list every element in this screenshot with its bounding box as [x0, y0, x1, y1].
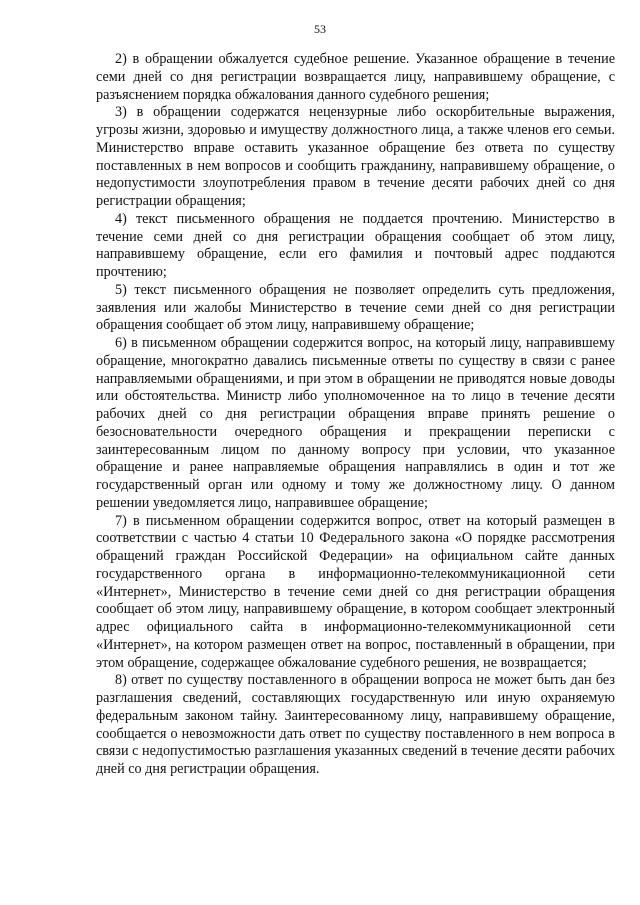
paragraph-item-2: 2) в обращении обжалуется судебное решение. Указанное обращение в течение семи дней со дня регистрации возвращается лицу, направившему обращение, с разъяснением порядка обжалования данного судебного решения; [96, 51, 615, 103]
paragraph-item-4: 4) текст письменного обращения не поддается прочтению. Министерство в течение семи дней со дня регистрации обращения сообщает об этом лицу, направившему обращение, если его фамилия и почтовый адрес поддаются прочтению; [96, 210, 615, 280]
page-number: 53 [314, 22, 326, 36]
document-body [96, 51, 615, 779]
paragraph-item-6: 6) в письменном обращении содержится вопрос, на который лицу, направившему обращение, многократно давались письменные ответы по существу в связи с ранее направляемыми обращениями, и при этом в обращении не приводятся новые доводы или обстоятельства. Министр либо уполномоченное на то лицо в течение десяти рабочих дней со дня регистрации обращения вправе принять решение о безосновательности очередного обращения и прекращении переписки с заинтересованным лицом по данному вопросу при условии, что указанное обращение и ранее направляемые обращения направлялись в один и тот же государственный орган или одному и тому же должностному лицу. О данном решении уведомляется лицо, направившее обращение; [96, 335, 615, 511]
paragraph-item-5: 5) текст письменного обращения не позволяет определить суть предложения, заявления или жалобы Министерство в течение семи дней со дня регистрации обращения сообщает об этом лицу, направившему обращение; [96, 281, 615, 334]
paragraph-item-8: 8) ответ по существу поставленного в обращении вопроса не может быть дан без разглашения сведений, составляющих государственную или иную охраняемую федеральным законом тайну. Заинтересованному лицу, направившему обращение, сообщается о невозможности дать ответ по существу поставленного в нем вопроса в связи с недопустимостью разглашения указанных сведений в течение десяти рабочих дней со дня регистрации обращения. [96, 672, 615, 777]
paragraph-item-3: 3) в обращении содержатся нецензурные либо оскорбительные выражения, угрозы жизни, здоровью и имуществу должностного лица, а также членов его семьи. Министерство вправе оставить указанное обращение без ответа по существу поставленных в нем вопросов и сообщить гражданину, направившему обращение, о недопустимости злоупотребления правом в течение десяти рабочих дней со дня регистрации обращения; [96, 104, 615, 209]
paragraph-item-7: 7) в письменном обращении содержится вопрос, ответ на который размещен в соответствии с частью 4 статьи 10 Федерального закона «О порядке рассмотрения обращений граждан Российской Федерации» на официальном сайте данных государственного органа в информационно-телекоммуникационной сети «Интернет», Министерство в течение семи дней со дня регистрации обращения сообщает об этом лицу, направившему обращение, в котором сообщает электронный адрес официального сайта в информационно-телекоммуникационной сети «Интернет», на котором размещен ответ на вопрос, поставленный в обращении, при этом обращение, содержащее обжалование судебного решения, не возвращается; [96, 512, 615, 671]
